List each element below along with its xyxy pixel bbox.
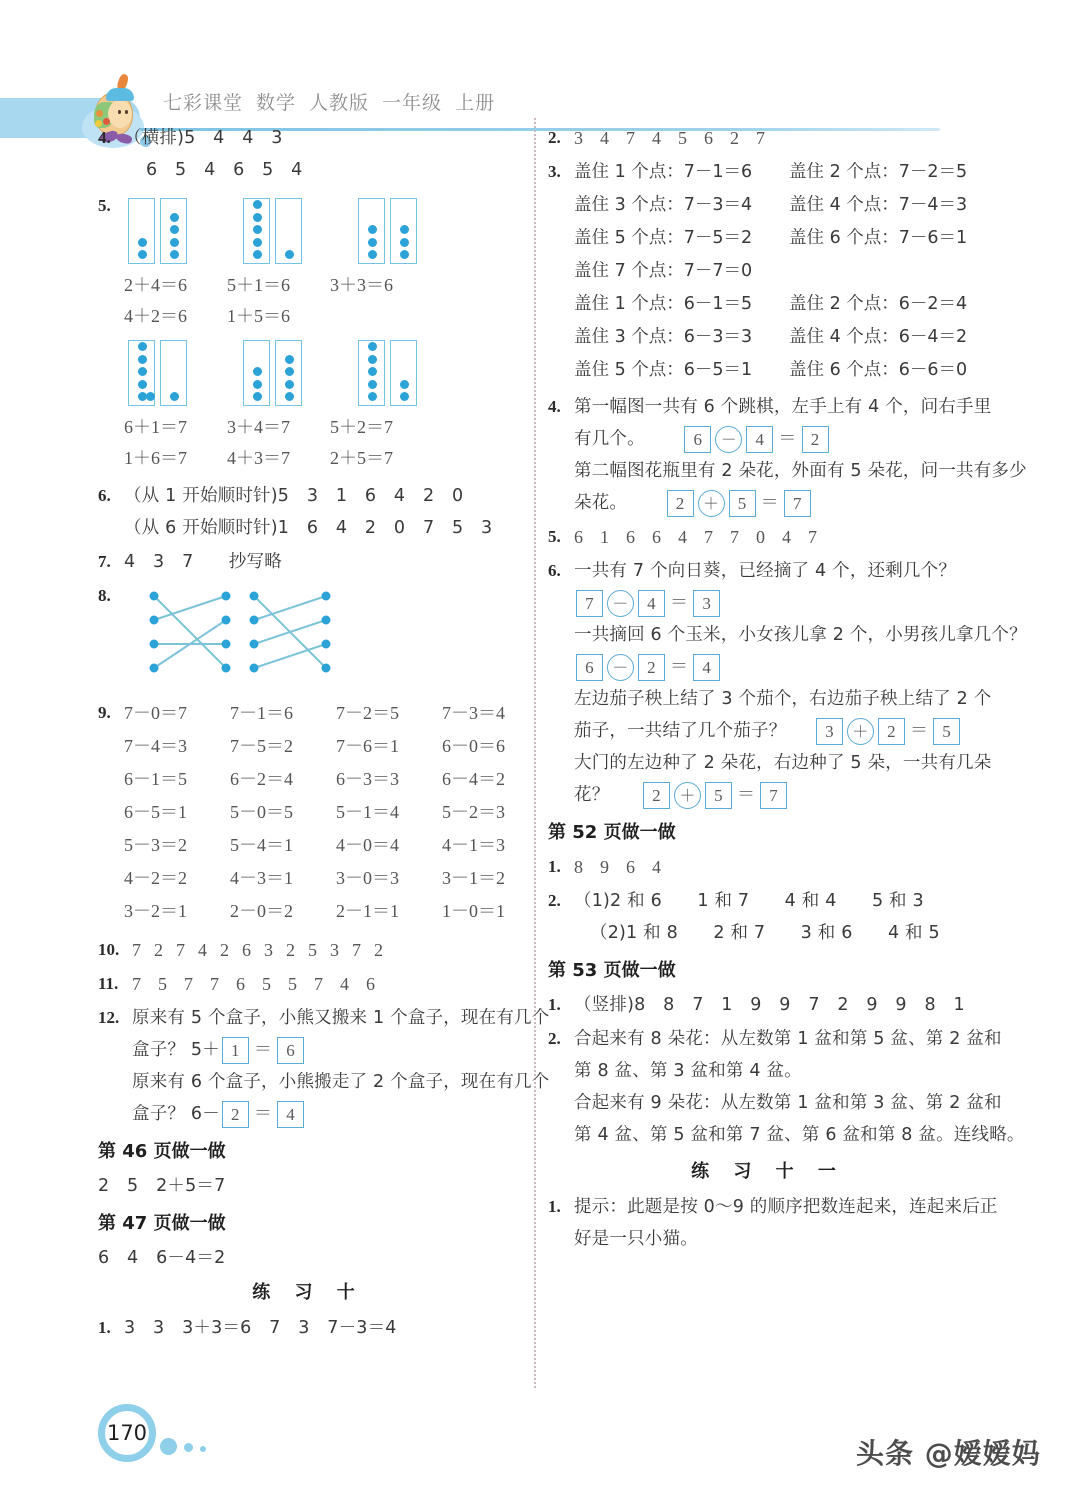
answer-item-9 xyxy=(98,697,518,928)
section-heading-p52: 第 52 页做一做 xyxy=(548,822,676,843)
equation: 2－1＝1 xyxy=(336,901,399,921)
p52-item-1 xyxy=(548,851,988,883)
counter-dot xyxy=(368,342,377,351)
value-cell: 7 xyxy=(626,128,635,148)
page-deco-dot xyxy=(200,1446,206,1452)
answer-box[interactable]: 5 xyxy=(933,718,960,745)
matching-diagram xyxy=(140,586,518,689)
answer-box[interactable]: 6 xyxy=(576,654,603,681)
equation: 3＋3＝6 xyxy=(330,275,393,295)
answer-item-6-right xyxy=(548,555,1027,811)
counter-dot xyxy=(253,238,262,247)
answer-box[interactable]: 2 xyxy=(643,782,670,809)
equation: 2－0＝2 xyxy=(230,901,293,921)
value-cell: 2 xyxy=(286,940,295,960)
item-line: 原来有 5 个盒子，小熊又搬来 1 个盒子，现在有几个 xyxy=(132,1008,550,1028)
counter-dot xyxy=(285,250,294,259)
dot-box xyxy=(390,340,417,406)
operator-badge: ＋ xyxy=(847,718,874,745)
counter-dot xyxy=(253,213,262,222)
answer-box[interactable]: 2 xyxy=(802,426,829,453)
page-number-badge xyxy=(98,1404,208,1466)
answer-item-5-right xyxy=(548,521,988,553)
answer-item-2 xyxy=(548,122,988,154)
answer-item-11 xyxy=(98,968,518,1000)
subtraction-grid xyxy=(124,697,548,928)
answer-item-8 xyxy=(98,580,518,693)
spacer xyxy=(789,255,1004,288)
value-cell: 7 xyxy=(808,527,817,547)
counter-dot xyxy=(400,380,409,389)
cover-dots-entry: 盖住 3 个点：7－3＝4 xyxy=(574,195,753,215)
item-line: （1)2 和 6 1 和 7 4 和 4 5 和 3 xyxy=(574,891,924,911)
answer-prefix: 茄子，一共结了几个茄子？ xyxy=(574,721,787,741)
value-cell: 7 xyxy=(132,940,141,960)
equation: 4＋3＝7 xyxy=(227,448,290,468)
answer-box[interactable]: 1 xyxy=(222,1037,249,1064)
item-number: 4. xyxy=(548,397,561,416)
item-line: 第 4 盆、第 5 盆和第 7 盆、第 6 盆和第 8 盆。连线略。 xyxy=(574,1125,1025,1145)
item-line: （横排)5 4 4 3 xyxy=(124,128,283,148)
counter-dot xyxy=(253,380,262,389)
item-line: 原来有 6 个盒子，小熊搬走了 2 个盒子，现在有几个 xyxy=(132,1072,550,1092)
equation: 1－0＝1 xyxy=(442,901,505,921)
item-number: 1. xyxy=(548,857,561,876)
counter-dot xyxy=(170,250,179,259)
value-cell: 6 xyxy=(574,527,583,547)
equation: 6－1＝5 xyxy=(124,769,187,789)
exercise-heading-10: 练 习 十 xyxy=(252,1282,364,1303)
value-cell: 5 xyxy=(158,974,167,994)
counter-dot xyxy=(138,380,147,389)
dot-box xyxy=(128,198,155,264)
item-line: （从 6 开始顺时针)1 6 4 2 0 7 5 3 xyxy=(124,518,493,538)
equation-row xyxy=(124,443,518,474)
value-list xyxy=(132,934,518,966)
dot-box-pair xyxy=(243,198,302,264)
counter-dot xyxy=(253,200,262,209)
header-subject: 数学 xyxy=(256,92,297,114)
cover-dots-entry: 盖住 7 个点：7－7＝0 xyxy=(574,261,753,281)
page-deco-dot xyxy=(184,1443,193,1452)
equation: 4＋2＝6 xyxy=(124,306,187,326)
counter-dot xyxy=(368,367,377,376)
cover-dots-entry: 盖住 6 个点：6－6＝0 xyxy=(789,360,968,380)
counter-dot xyxy=(253,367,262,376)
answer-box[interactable]: 4 xyxy=(638,590,665,617)
operator-badge: － xyxy=(715,426,742,453)
cover-dots-entry: 盖住 1 个点：6－1＝5 xyxy=(574,294,753,314)
cover-dots-entry: 盖住 3 个点：6－3＝3 xyxy=(574,327,753,347)
answer-box[interactable]: 7 xyxy=(760,782,787,809)
counter-dot xyxy=(285,392,294,401)
item-answer-line: 7 － 4 ＝ 3 xyxy=(574,587,1027,619)
section-line: 2 5 2＋5＝7 xyxy=(98,1176,226,1196)
value-list xyxy=(574,521,988,553)
equation: 4－2＝2 xyxy=(124,868,187,888)
answer-prefix: 朵花。 xyxy=(574,493,628,513)
counter-dot xyxy=(368,380,377,389)
equation: 3＋4＝7 xyxy=(227,417,290,437)
equation: 3－1＝2 xyxy=(442,868,505,888)
item-number: 11. xyxy=(98,974,119,993)
value-cell: 5 xyxy=(288,974,297,994)
cover-dots-entry: 盖住 4 个点：7－4＝3 xyxy=(789,195,968,215)
answer-prefix: 有几个。 xyxy=(574,429,645,449)
watermark: 头条 @嫒嫒妈 xyxy=(856,1437,1041,1470)
item-line: 3 3 3＋3＝6 7 3 7－3＝4 xyxy=(124,1318,397,1338)
equation: 5＋1＝6 xyxy=(227,275,290,295)
answer-item-6 xyxy=(98,480,518,544)
item-line: （2)1 和 8 2 和 7 3 和 6 4 和 5 xyxy=(590,923,940,943)
cover-dots-entry: 盖住 1 个点：7－1＝6 xyxy=(574,162,753,182)
item-line: 一共摘回 6 个玉米，小女孩儿拿 2 个，小男孩儿拿几个？ xyxy=(574,625,1027,645)
value-cell: 3 xyxy=(574,128,583,148)
header-title xyxy=(163,88,508,115)
answer-item-12 xyxy=(98,1002,550,1130)
operator-badge: ＋ xyxy=(698,490,725,517)
equation: 5－3＝2 xyxy=(124,835,187,855)
dot-box-pair xyxy=(358,198,417,264)
equation: 7－6＝1 xyxy=(336,736,399,756)
answer-box[interactable]: 2 xyxy=(878,718,905,745)
item-answer-line: 盒子？ 6－ 2 ＝ 4 xyxy=(132,1098,549,1130)
p52-item-2 xyxy=(548,885,988,949)
dot-box-row-1 xyxy=(128,198,518,264)
answer-box[interactable]: 3 xyxy=(816,718,843,745)
item-number: 1. xyxy=(548,1197,561,1216)
section-line: 6 4 6－4＝2 xyxy=(98,1248,226,1268)
equation: 6－5＝1 xyxy=(124,802,187,822)
counter-dot xyxy=(170,225,179,234)
dot-box-row-2 xyxy=(128,340,518,406)
value-cell: 5 xyxy=(262,974,271,994)
answer-prefix: 盒子？ 6－ xyxy=(132,1104,220,1124)
counter-dot xyxy=(400,225,409,234)
dot-box-pair xyxy=(358,340,417,406)
counter-dot xyxy=(138,250,147,259)
section-heading-p47: 第 47 页做一做 xyxy=(98,1213,226,1234)
counter-dot xyxy=(400,392,409,401)
equation: 3－2＝1 xyxy=(124,901,187,921)
operator-badge: ＋ xyxy=(674,782,701,809)
cover-dots-entry: 盖住 5 个点：6－5＝1 xyxy=(574,360,753,380)
counter-dot xyxy=(400,250,409,259)
equation: 4－0＝4 xyxy=(336,835,399,855)
item-answer-line: 6 － 2 ＝ 4 xyxy=(574,651,1027,683)
item-number: 2. xyxy=(548,891,561,910)
equation: 4－3＝1 xyxy=(230,868,293,888)
cover-dots-entry: 盖住 5 个点：7－5＝2 xyxy=(574,228,753,248)
section-heading-p46: 第 46 页做一做 xyxy=(98,1141,226,1162)
item-number: 4. xyxy=(98,128,111,147)
page-header xyxy=(0,40,1080,130)
item-line: 合起来有 9 朵花：从左数第 1 盆和第 3 盆、第 2 盆和 xyxy=(574,1093,1002,1113)
equation-row xyxy=(124,270,518,301)
equation: 6－0＝6 xyxy=(442,736,505,756)
counter-dot xyxy=(368,225,377,234)
dot-box xyxy=(358,340,385,406)
value-cell: 6 xyxy=(242,940,251,960)
item-line: 合起来有 8 朵花：从左数第 1 盆和第 5 盆、第 2 盆和 xyxy=(574,1029,1002,1049)
item-line: 大门的左边种了 2 朵花，右边种了 5 朵，一共有几朵 xyxy=(574,753,992,773)
equation: 6－2＝4 xyxy=(230,769,293,789)
value-cell: 7 xyxy=(314,974,323,994)
value-cell: 4 xyxy=(600,128,609,148)
value-cell: 6 xyxy=(626,857,635,877)
item-number: 8. xyxy=(98,586,111,605)
counter-dot xyxy=(146,392,155,401)
dot-box xyxy=(160,340,187,406)
answer-item-4-right xyxy=(548,391,1027,519)
counter-dot xyxy=(400,238,409,247)
equation: 7－4＝3 xyxy=(124,736,187,756)
exercise10-item-1 xyxy=(98,1312,518,1344)
dot-box-pair xyxy=(128,198,187,264)
answer-box[interactable]: 4 xyxy=(277,1101,304,1128)
value-cell: 2 xyxy=(220,940,229,960)
equation: 5－4＝1 xyxy=(230,835,293,855)
answer-prefix: 盒子？ 5＋ xyxy=(132,1040,220,1060)
value-cell: 7 xyxy=(730,527,739,547)
p53-item-1 xyxy=(548,989,988,1021)
dot-box xyxy=(243,198,270,264)
equation: 7－1＝6 xyxy=(230,703,293,723)
dot-box xyxy=(358,198,385,264)
value-cell: 4 xyxy=(340,974,349,994)
value-cell: 7 xyxy=(132,974,141,994)
value-cell: 2 xyxy=(374,940,383,960)
dot-box xyxy=(275,198,302,264)
section-heading-p53: 第 53 页做一做 xyxy=(548,960,676,981)
equation-row xyxy=(124,412,518,443)
item-number: 12. xyxy=(98,1008,120,1027)
equation: 5－1＝4 xyxy=(336,802,399,822)
equation: 2＋4＝6 xyxy=(124,275,187,295)
value-cell: 1 xyxy=(600,527,609,547)
item-answer-line: 有几个。 6 － 4 ＝ 2 xyxy=(574,423,1027,455)
value-cell: 5 xyxy=(308,940,317,960)
matching-lines-svg xyxy=(140,586,340,684)
counter-dot xyxy=(138,367,147,376)
answer-box[interactable]: 4 xyxy=(746,426,773,453)
value-cell: 6 xyxy=(652,527,661,547)
page-number-text: 170 xyxy=(106,1421,148,1445)
value-cell: 3 xyxy=(264,940,273,960)
equation: 5－2＝3 xyxy=(442,802,505,822)
item-number: 7. xyxy=(98,552,111,571)
dot-box xyxy=(390,198,417,264)
counter-dot xyxy=(170,213,179,222)
value-cell: 7 xyxy=(184,974,193,994)
value-cell: 7 xyxy=(210,974,219,994)
operator-badge: － xyxy=(607,654,634,681)
equation: 4－1＝3 xyxy=(442,835,505,855)
equation: 6＋1＝7 xyxy=(124,417,187,437)
item-line: 一共有 7 个向日葵，已经摘了 4 个，还剩几个？ xyxy=(574,561,957,581)
exercise11-item-1 xyxy=(548,1191,998,1255)
cover-dots-entry: 盖住 6 个点：7－6＝1 xyxy=(789,228,968,248)
item-number: 6. xyxy=(98,486,111,505)
equation-row xyxy=(124,301,518,332)
counter-dot xyxy=(138,342,147,351)
answer-item-3 xyxy=(548,156,988,387)
item-answer-line: 茄子，一共结了几个茄子？ 3 ＋ 2 ＝ 5 xyxy=(574,715,1027,747)
equation: 3－0＝3 xyxy=(336,868,399,888)
value-cell: 4 xyxy=(652,128,661,148)
counter-dot xyxy=(285,355,294,364)
value-list xyxy=(574,122,988,154)
value-cell: 5 xyxy=(678,128,687,148)
item-number: 6. xyxy=(548,561,561,580)
counter-dot xyxy=(138,355,147,364)
header-grade: 一年级 xyxy=(382,92,443,114)
header-volume: 上册 xyxy=(455,92,496,114)
value-list xyxy=(574,851,988,883)
answer-box[interactable]: 2 xyxy=(638,654,665,681)
answer-box[interactable]: 5 xyxy=(705,782,732,809)
exercise-heading-11: 练 习 十 一 xyxy=(691,1161,845,1182)
item-line: 第二幅图花瓶里有 2 朵花，外面有 5 朵花，问一共有多少 xyxy=(574,461,1027,481)
dot-box xyxy=(275,340,302,406)
item-number: 9. xyxy=(98,703,111,722)
equation: 7－2＝5 xyxy=(336,703,399,723)
value-list xyxy=(132,968,518,1000)
equation: 7－0＝7 xyxy=(124,703,187,723)
value-cell: 7 xyxy=(704,527,713,547)
cover-dots-pairs xyxy=(574,156,1004,387)
operator-badge: － xyxy=(607,590,634,617)
answer-box[interactable]: 3 xyxy=(693,590,720,617)
left-column xyxy=(98,122,550,1346)
counter-dot xyxy=(368,238,377,247)
right-column xyxy=(548,122,1027,1257)
equation: 1＋6＝7 xyxy=(124,448,187,468)
cover-dots-entry: 盖住 2 个点：7－2＝5 xyxy=(789,162,968,182)
item-line: 左边茄子秧上结了 3 个茄个，右边茄子秧上结了 2 个 xyxy=(574,689,992,709)
counter-dot xyxy=(170,392,179,401)
value-cell: 4 xyxy=(782,527,791,547)
item-line: 好是一只小猫。 xyxy=(574,1229,698,1249)
value-cell: 9 xyxy=(600,857,609,877)
item-line: 6 5 4 6 5 4 xyxy=(146,160,303,180)
value-cell: 7 xyxy=(756,128,765,148)
answer-item-10 xyxy=(98,934,518,966)
answer-box[interactable]: 5 xyxy=(729,490,756,517)
header-edition: 人教版 xyxy=(309,92,370,114)
item-number: 1. xyxy=(98,1318,111,1337)
value-cell: 4 xyxy=(652,857,661,877)
answer-box[interactable]: 6 xyxy=(684,426,711,453)
counter-dot xyxy=(170,238,179,247)
counter-dot xyxy=(285,367,294,376)
item-number: 3. xyxy=(548,162,561,181)
value-cell: 6 xyxy=(236,974,245,994)
counter-dot xyxy=(253,225,262,234)
answer-box[interactable]: 7 xyxy=(784,490,811,517)
item-answer-line: 朵花。 2 ＋ 5 ＝ 7 xyxy=(574,487,1027,519)
cover-dots-entry: 盖住 4 个点：6－4＝2 xyxy=(789,327,968,347)
item-line: （从 1 开始顺时针)5 3 1 6 4 2 0 xyxy=(124,486,464,506)
item-line: （竖排)8 8 7 1 9 9 7 2 9 9 8 1 xyxy=(574,995,965,1015)
item-line: 4 3 7 抄写略 xyxy=(124,552,282,572)
header-brand: 七彩课堂 xyxy=(163,92,244,114)
item-number: 2. xyxy=(548,128,561,147)
counter-dot xyxy=(368,392,377,401)
equation: 1＋5＝6 xyxy=(227,306,290,326)
value-cell: 3 xyxy=(330,940,339,960)
value-cell: 4 xyxy=(198,940,207,960)
value-cell: 6 xyxy=(704,128,713,148)
p53-item-2 xyxy=(548,1023,1025,1151)
counter-dot xyxy=(285,380,294,389)
counter-dot xyxy=(368,250,377,259)
equation: 7－5＝2 xyxy=(230,736,293,756)
answer-box[interactable]: 7 xyxy=(576,590,603,617)
item-number: 1. xyxy=(548,995,561,1014)
answer-item-4 xyxy=(98,122,518,186)
value-cell: 7 xyxy=(352,940,361,960)
equation: 6－3＝3 xyxy=(336,769,399,789)
equation: 6－4＝2 xyxy=(442,769,505,789)
value-cell: 8 xyxy=(574,857,583,877)
item-number: 2. xyxy=(548,1029,561,1048)
counter-dot xyxy=(253,250,262,259)
cover-dots-entry: 盖住 2 个点：6－2＝4 xyxy=(789,294,968,314)
dot-box xyxy=(160,198,187,264)
answer-box[interactable]: 6 xyxy=(277,1037,304,1064)
item-line: 提示：此题是按 0～9 的顺序把数连起来，连起来后正 xyxy=(574,1197,998,1217)
value-cell: 2 xyxy=(730,128,739,148)
equation: 5＋2＝7 xyxy=(330,417,393,437)
dot-box-pair xyxy=(128,340,187,406)
answer-item-5 xyxy=(98,190,518,474)
item-number: 5. xyxy=(98,196,111,215)
counter-dot xyxy=(138,238,147,247)
item-answer-line: 盒子？ 5＋ 1 ＝ 6 xyxy=(132,1034,549,1066)
answer-prefix: 花？ xyxy=(574,785,610,805)
item-number: 10. xyxy=(98,940,120,959)
value-cell: 4 xyxy=(678,527,687,547)
equation: 7－3＝4 xyxy=(442,703,505,723)
answer-box[interactable]: 2 xyxy=(667,490,694,517)
value-cell: 2 xyxy=(154,940,163,960)
counter-dot xyxy=(253,392,262,401)
answer-box[interactable]: 4 xyxy=(693,654,720,681)
item-line: 第 8 盆、第 3 盆和第 4 盆。 xyxy=(574,1061,802,1081)
item-answer-line: 花？ 2 ＋ 5 ＝ 7 xyxy=(574,779,1027,811)
value-cell: 7 xyxy=(176,940,185,960)
answer-box[interactable]: 2 xyxy=(222,1101,249,1128)
answer-item-7 xyxy=(98,546,518,578)
dot-box xyxy=(243,340,270,406)
value-cell: 0 xyxy=(756,527,765,547)
equation: 2＋5＝7 xyxy=(330,448,393,468)
equation: 5－0＝5 xyxy=(230,802,293,822)
item-line: 第一幅图一共有 6 个跳棋，左手上有 4 个，问右手里 xyxy=(574,397,992,417)
value-cell: 6 xyxy=(366,974,375,994)
value-cell: 6 xyxy=(626,527,635,547)
dot-box-pair xyxy=(243,340,302,406)
item-number: 5. xyxy=(548,527,561,546)
page-deco-dot xyxy=(160,1438,177,1455)
counter-dot xyxy=(368,355,377,364)
dot-box xyxy=(128,340,155,406)
